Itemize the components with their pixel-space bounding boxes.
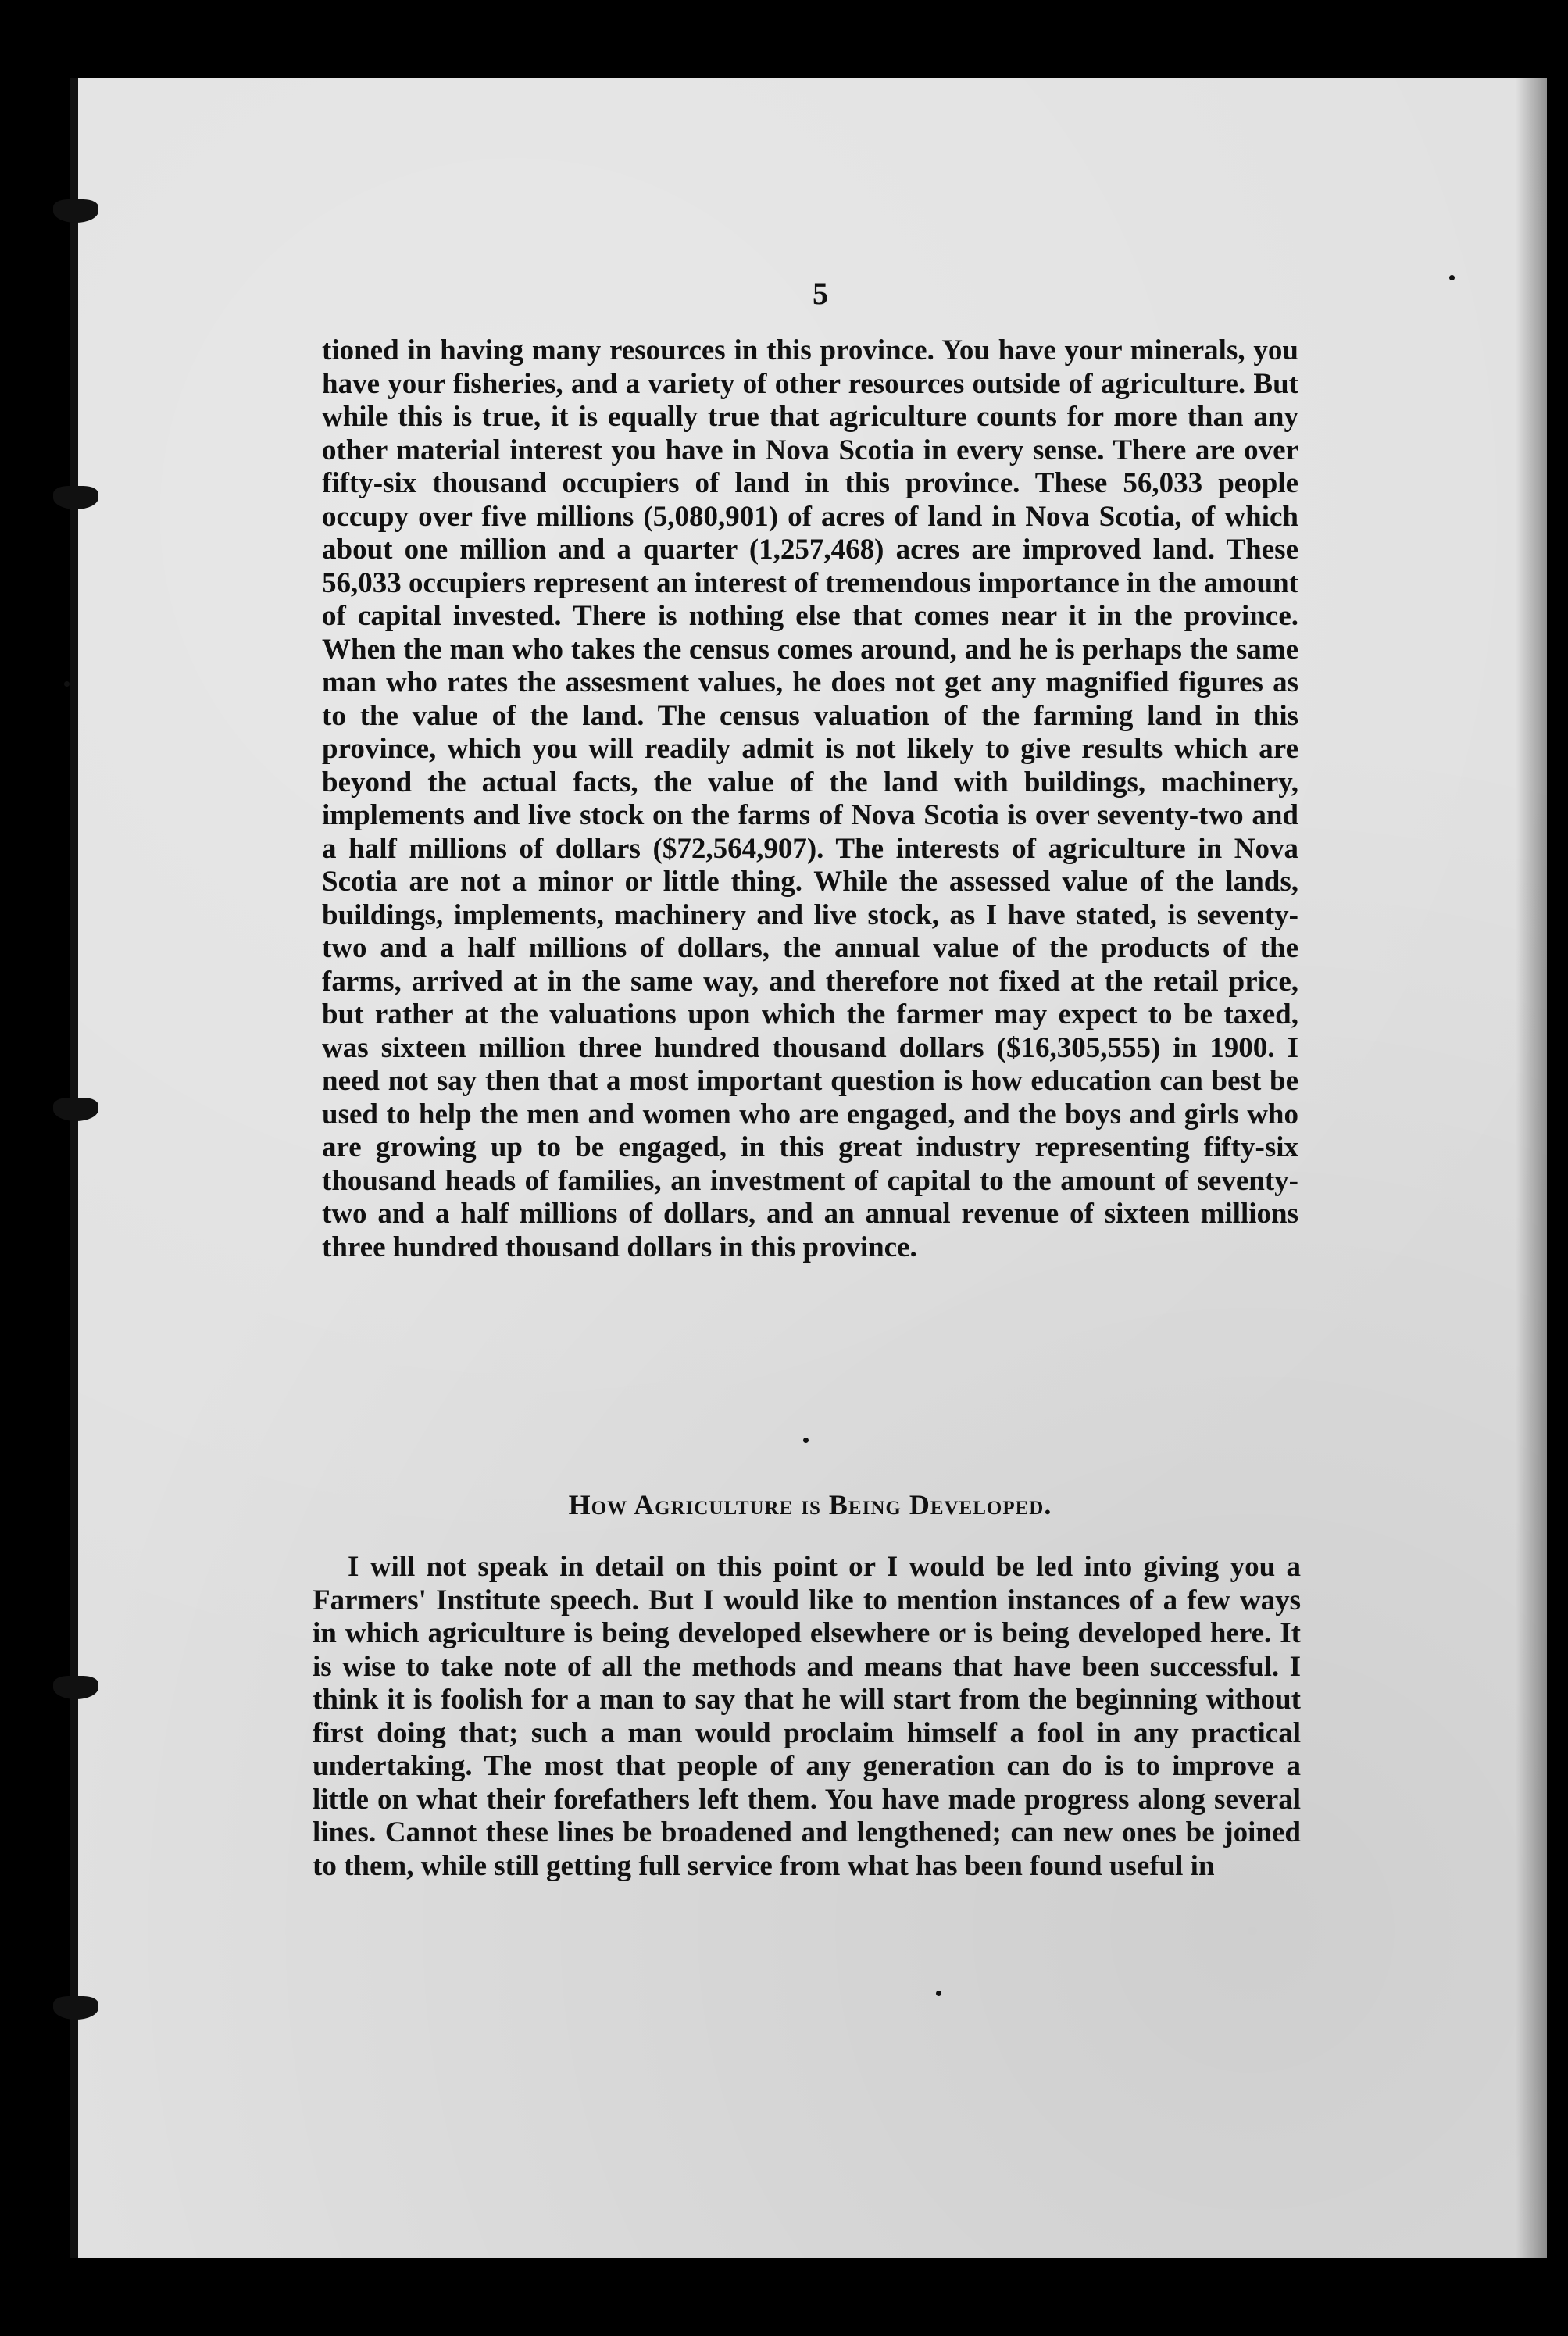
paragraph: tioned in having many resources in this province. You have your minerals, you have your fisheries, and a variety of other resources outside of agriculture. But while this is true, it is equally true that agriculture counts for more than any other material interest you have in Nova Scotia in every sense. There are over fifty-six thousand occupiers of land in this province. These 56,033 people occupy over five millions (5,080,901) of acres of land in Nova Scotia, of which about one million and a quarter (1,257,468) acres are improved land. These 56,033 occupiers represent an interest of tremendous importance in the amount of capital invested. There is nothing else that comes near it in the province. When the man who takes the census comes around, and he is perhaps the same man who rates the assesment values, he does not get any magnified figures as to the value of the land. The census valuation of the farming land in this province, which you will readily admit is not likely to give results which are beyond the actual facts, the value of the land with buildings, machinery, implements and live stock on the farms of Nova Scotia is over seventy-two and a half millions of dollars ($72,564,907). The interests of agriculture in Nova Scotia are not a minor or little thing. While the assessed value of the lands, buildings, implements, machinery and live stock, as I have stated, is seventy-two and a half millions of dollars, the annual value of the products of the farms, arrived at in the same way, and therefore not fixed at the retail price, but rather at the valuations upon which the farmer may expect to be taxed, was sixteen million three hundred thousand dollars ($16,305,555) in 1900. I need not say then that a most important question is how education can best be used to help the men and women who are engaged, and the boys and girls who are growing up to be engaged, in this great industry representing fifty-six thousand heads of families, an investment of capital to the amount of seventy-two and a half millions of dollars, and an annual revenue of sixteen millions three hundred thousand dollars in this province. [322,334,1299,1263]
binding-stitch [53,199,98,223]
page-binding [70,78,78,2258]
section-heading: How Agriculture is Being Developed. [568,1489,1052,1520]
ink-speck [803,1438,809,1443]
body-text [313,1551,1301,1883]
page-number: 5 [813,276,828,311]
binding-stitch [53,1098,98,1121]
binding-stitch [53,1996,98,2020]
body-text [322,334,1298,1264]
ink-speck [64,681,70,687]
page-edge-shadow [1516,78,1547,2258]
ink-speck [1449,275,1455,280]
paragraph: I will not speak in detail on this point or I would be led into giving you a Farmers' Institute speech. But I would like to mention instances of a few ways in which agriculture is being developed elsewhere or is being developed here. It is wise to take note of all the methods and means that have been successful. I think it is foolish for a man to say that he will start from the beginning without first doing that; such a man would proclaim himself a fool in any practical undertaking. The most that people of any generation can do is to improve a little on what their forefathers left them. You have made progress along several lines. Cannot these lines be broadened and lengthened; can new ones be joined to them, while still getting full service from what has been found useful in [313,1551,1301,1882]
ink-speck [936,1991,941,1996]
binding-stitch [53,486,98,509]
binding-stitch [53,1676,98,1699]
